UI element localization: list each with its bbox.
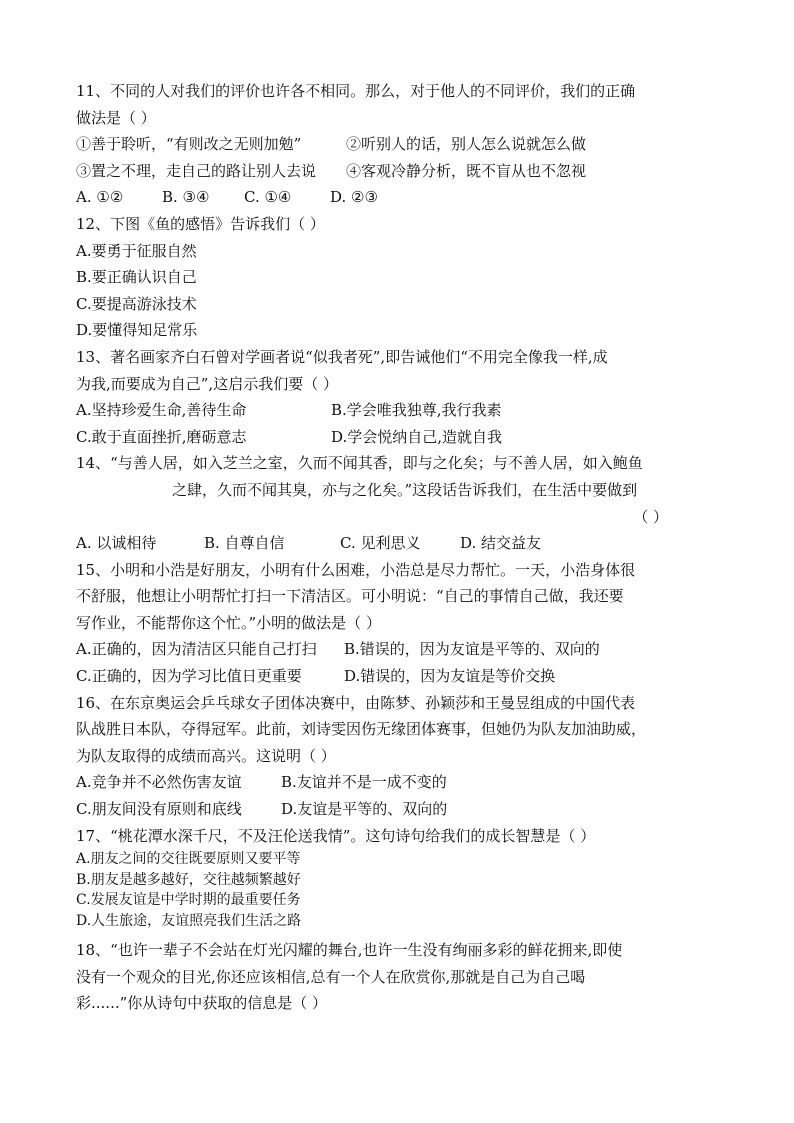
- q11-option-d[interactable]: D. ②③: [330, 188, 378, 207]
- q16-stem-line3: 为队友取得的成绩而高兴。这说明（ ）: [76, 746, 336, 765]
- q11-statement-1: ①善于聆听，“有则改之无则加勉”: [76, 135, 302, 154]
- q16-option-d[interactable]: D.友谊是平等的、双向的: [281, 800, 448, 819]
- q14-answer-paren: （ ）: [633, 507, 668, 526]
- q15-option-a[interactable]: A.正确的，因为清洁区只能自己打扫: [76, 640, 317, 659]
- q16-stem-line2: 队战胜日本队，夺得冠军。此前，刘诗雯因伤无缘团体赛事，但她仍为队友加油助威，: [76, 720, 647, 739]
- q12-option-a[interactable]: A.要勇于征服自然: [76, 241, 197, 260]
- q17-option-c[interactable]: C.发展友谊是中学时期的最重要任务: [76, 892, 301, 909]
- q16-options-row2: [76, 796, 686, 823]
- q14-option-a[interactable]: A. 以诚相待: [76, 534, 157, 553]
- q11-option-a[interactable]: A. ①②: [76, 188, 124, 207]
- q17-option-d[interactable]: D.人生旅途，友谊照亮我们生活之路: [76, 912, 302, 929]
- q11-option-b[interactable]: B. ③④: [162, 188, 210, 207]
- q13-option-c[interactable]: C.敢于直面挫折,磨砺意志: [76, 427, 247, 446]
- q12-option-d[interactable]: D.要懂得知足常乐: [76, 321, 198, 340]
- q13-stem-line2: 为我,而要成为自己”,这启示我们要（ ）: [76, 374, 338, 393]
- q14-stem-line1: 14、“与善人居，如入芝兰之室，久而不闻其香，即与之化矣；与不善人居，如入鲍鱼: [76, 454, 643, 473]
- q11-statement-3: ③置之不理，走自己的路让别人去说: [76, 161, 317, 180]
- q15-option-c[interactable]: C.正确的，因为学习比值日更重要: [76, 667, 302, 686]
- q11-stem-line2: 做法是（ ）: [76, 108, 156, 127]
- q16-option-a[interactable]: A.竞争并不必然伤害友谊: [76, 773, 242, 792]
- q13-option-b[interactable]: B.学会唯我独尊,我行我素: [331, 401, 502, 420]
- q15-stem-line3: 写作业，不能帮你这个忙。”小明的做法是（ ）: [76, 613, 381, 632]
- q13-option-d[interactable]: D.学会悦纳自己,造就自我: [331, 427, 503, 446]
- q17-option-a[interactable]: A.朋友之间的交往既要原则又要平等: [76, 851, 301, 868]
- q18-stem-line2: 没有一个观众的目光,你还应该相信,总有一个人在欣赏你,那就是自己为自己喝: [76, 967, 586, 986]
- q14-stem-line2: 之肆，久而不闻其臭，亦与之化矣。”这段话告诉我们，在生活中要做到: [172, 480, 638, 499]
- q14-option-c[interactable]: C. 见利思义: [340, 534, 421, 553]
- q16-stem-line1: 16、在东京奥运会乒乓球女子团体决赛中，由陈梦、孙颖莎和王曼昱组成的中国代表: [76, 693, 636, 712]
- q12-option-c[interactable]: C.要提高游泳技术: [76, 294, 197, 313]
- q12-stem: 12、下图《鱼的感悟》告诉我们（ ）: [76, 214, 325, 233]
- q12-option-b[interactable]: B.要正确认识自己: [76, 268, 197, 287]
- q11-options: [76, 184, 686, 211]
- q11-statement-2: ②听别人的话，别人怎么说就怎么做: [346, 135, 587, 154]
- q18-stem-line3: 彩......”你从诗句中获取的信息是（ ）: [76, 994, 328, 1013]
- q16-options-row1: [76, 769, 686, 796]
- q15-stem-line1: 15、小明和小浩是好朋友，小明有什么困难，小浩总是尽力帮忙。一天，小浩身体很: [76, 560, 636, 579]
- q17-stem: 17、“桃花潭水深千尺，不及汪伦送我情”。这句诗句给我们的成长智慧是（ ）: [76, 826, 596, 845]
- q14-option-b[interactable]: B. 自尊自信: [204, 534, 285, 553]
- q14-options: [76, 530, 686, 557]
- q13-stem-line1: 13、著名画家齐白石曾对学画者说“似我者死”,即告诫他们“不用完全像我一样,成: [76, 347, 608, 366]
- q15-options-row2: [76, 663, 686, 690]
- exam-page: [76, 78, 686, 1017]
- q13-option-a[interactable]: A.坚持珍爱生命,善待生命: [76, 401, 247, 420]
- q11-stem-line1: 11、不同的人对我们的评价也许各不相同。那么，对于他人的不同评价，我们的正确: [76, 82, 636, 100]
- q16-option-c[interactable]: C.朋友间没有原则和底线: [76, 800, 242, 819]
- q13-options-row1: [76, 397, 686, 424]
- q11-statements-row1: [76, 131, 686, 158]
- q17-option-b[interactable]: B.朋友是越多越好，交往越频繁越好: [76, 871, 301, 888]
- q11-statement-4: ④客观冷静分析，既不盲从也不忽视: [346, 161, 587, 180]
- q15-stem-line2: 不舒服，他想让小明帮忙打扫一下清洁区。可小明说：“自己的事情自己做，我还要: [76, 587, 624, 606]
- q15-options-row1: [76, 636, 686, 663]
- q15-option-b[interactable]: B.错误的，因为友谊是平等的、双向的: [344, 640, 600, 659]
- q11-option-c[interactable]: C. ①④: [244, 188, 292, 207]
- q18-stem-line1: 18、“也许一辈子不会站在灯光闪耀的舞台,也许一生没有绚丽多彩的鲜花拥来,即使: [76, 941, 623, 960]
- q13-options-row2: [76, 424, 686, 451]
- q15-option-d[interactable]: D.错误的，因为友谊是等价交换: [344, 667, 556, 686]
- q14-option-d[interactable]: D. 结交益友: [460, 534, 542, 553]
- q16-option-b[interactable]: B.友谊并不是一成不变的: [281, 773, 447, 792]
- q11-statements-row2: [76, 158, 686, 185]
